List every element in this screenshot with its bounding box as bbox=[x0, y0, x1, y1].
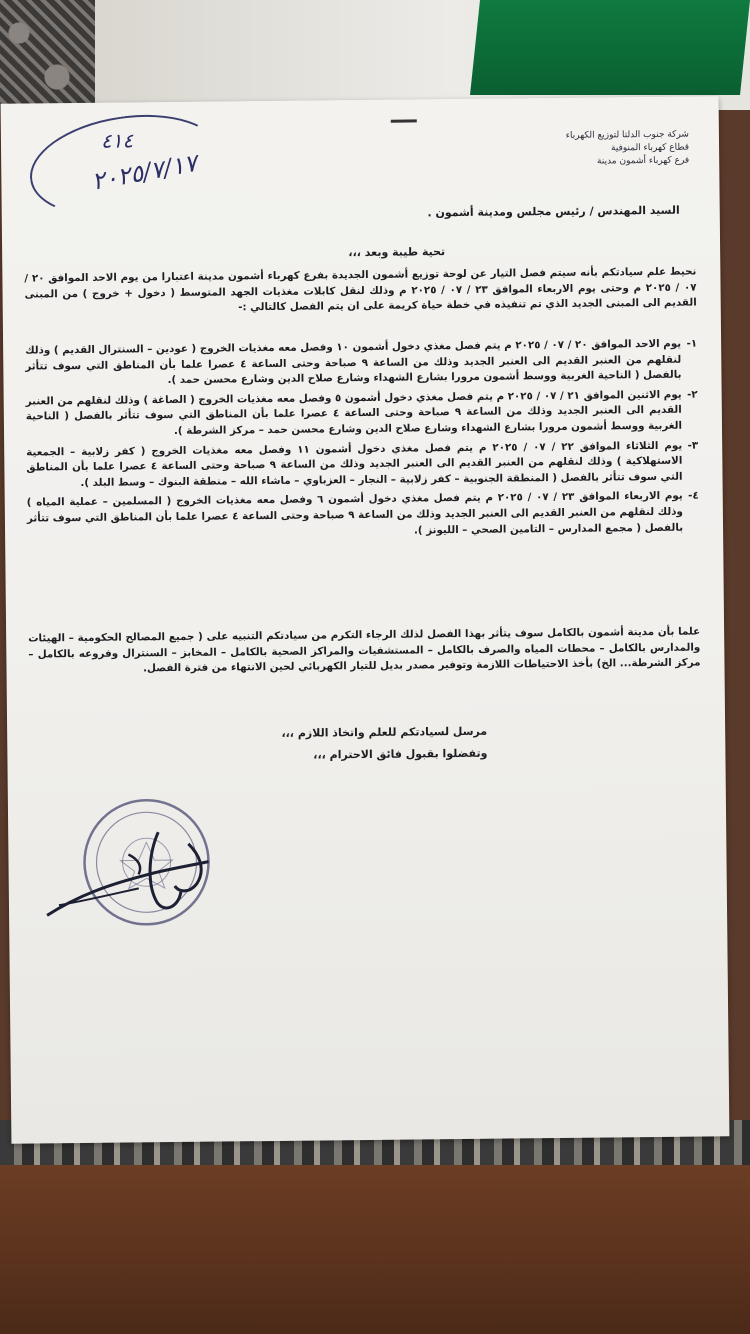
schedule-item bbox=[26, 438, 698, 492]
schedule-item-number: ٤- bbox=[688, 489, 699, 502]
background-cloth bbox=[0, 0, 95, 110]
letter-paper bbox=[1, 96, 730, 1143]
schedule-item bbox=[25, 337, 697, 391]
schedule-item-number: ٣- bbox=[687, 439, 699, 452]
schedule-item-number: ٢- bbox=[687, 388, 698, 401]
handwritten-number: ٤١٤ bbox=[100, 128, 134, 153]
schedule-item-text: يوم الاحد الموافق ٢٠ / ٠٧ / ٢٠٢٥ م يتم فصل مغذي دخول أشمون ١٠ وفصل معه مغذيات الخروج ( عودين – السنترال القديم ) وذلك لنقلهم من العنبر القديم الى العنبر الجديد وذلك من الساعة ٩ صباحة وحتى الساعة ٤ عصرا علما بأن المناطق التي سوف تتأثر بالفصل ( الناحية الغربية ووسط أشمون مرورا بشارع الشهداء وشارع صلاح الدين وشارع محسن حمد ). bbox=[25, 337, 682, 387]
handwritten-date: ٢٠٢٥/٧/١٧ bbox=[89, 148, 200, 196]
background-table bbox=[0, 1165, 750, 1334]
schedule-item bbox=[27, 489, 699, 543]
letterhead-branch: فرع كهرباء أشمون مدينة bbox=[596, 155, 690, 167]
schedule-item-text: يوم الاربعاء الموافق ٢٣ / ٠٧ / ٢٠٢٥ م يتم فصل مغذي دخول أشمون ٦ وفصل معه مغذيات الخروج ( المسلمين – عملية المياه ) وذلك لنقلهم من العنبر القديم الى العنبر الجديد وذلك من الساعة ٩ صباحة وحتى الساعة ٤ عصرا علما بأن المناطق التي سوف تتأثر بالفصل ( مجمع المدارس – التامين الصحي – الليونز ). bbox=[26, 490, 684, 537]
background-green-folder bbox=[470, 0, 750, 95]
pen-mark bbox=[391, 119, 417, 122]
greeting-line: تحية طيبة وبعد ،،، bbox=[348, 245, 446, 260]
schedule-list bbox=[25, 337, 699, 547]
signature bbox=[38, 813, 239, 925]
closing-line-2: وتفضلوا بقبول فائق الاحترام ،،، bbox=[313, 746, 488, 762]
note-paragraph: علما بأن مدينة أشمون بالكامل سوف يتأثر بهذا الفصل لذلك الرجاء التكرم من سيادتكم التنبيه على ( جميع المصالح الحكومية – الهيئات والمدارس بالكامل – محطات المياه والصرف بالكامل – المستشفيات والمراكز الصحية بالكامل – المخابز – السنترال وفروعه بالكامل – مركز الشرطة... الخ) بأخذ الاحتياطات اللازمة وتوفير مصدر بديل للتيار الكهربائي لحين الانتهاء من فترة الفصل. bbox=[28, 625, 701, 675]
intro-paragraph bbox=[24, 265, 696, 319]
letterhead-company: شركة جنوب الدلتا لتوزيع الكهرباء bbox=[565, 129, 689, 141]
schedule-item-text: يوم الاثنين الموافق ٢١ / ٠٧ / ٢٠٢٥ م يتم فصل مغذي دخول أشمون ٥ وفصل معه مغذيات الخروج ( الصاغة ) وذلك لنقلهم من العنبر القديم الى العنبر الجديد وذلك من الساعة ٩ صباحة وحتى الساعة ٤ عصرا علما بأن المناطق التي سوف تتأثر بالفصل ( الناحية الغربية ووسط أشمون مرورا بشارع الشهداء وشارع صلاح الدين وشارع محسن حمد – مركز الشرطة ). bbox=[25, 388, 683, 437]
addressee-line: السيد المهندس / رئيس مجلس ومدينة أشمون . bbox=[427, 203, 680, 220]
intro-text: نحيط علم سيادتكم بأنه سيتم فصل التيار عن لوحة توزيع أشمون الجديدة بفرع كهرباء أشمون مدينة اعتبارا من يوم الاحد الموافق ٢٠ / ٠٧ / ٢٠٢٥ م وحتى يوم الاربعاء الموافق ٢٣ / ٠٧ / ٢٠٢٥ م وذلك لنقل كابلات مغذيات الجهد المتوسط ( دخول + خروج ) من المبنى القديم الى المبنى الجديد الذي تم تنفيذه في خطة حياة كريمة على ان يتم الفصل كالتالي :- bbox=[24, 265, 697, 314]
closing-line-1: مرسل لسيادتكم للعلم واتخاذ اللازم ،،، bbox=[281, 724, 488, 740]
letterhead-sector: قطاع كهرباء المنوفية bbox=[610, 142, 690, 154]
schedule-item-text: يوم الثلاثاء الموافق ٢٢ / ٠٧ / ٢٠٢٥ م يتم فصل مغذي دخول أشمون ١١ وفصل معه مغذيات الخروج ( كفر زلابية – الجمعية الاستهلاكية ) وذلك لنقلهم من العنبر القديم الى العنبر الجديد وذلك من الساعة ٩ صباحة وحتى الساعة ٤ عصرا علما بأن المناطق التي سوف تتأثر بالفصل ( المنطقة الجنوبية – كفر زلابية – النجار – العزباوي – ماشاء الله – منطقة البنوك – وسط البلد ). bbox=[26, 439, 683, 489]
schedule-item-number: ١- bbox=[686, 337, 698, 350]
letterhead bbox=[539, 129, 689, 170]
schedule-item bbox=[26, 387, 698, 441]
